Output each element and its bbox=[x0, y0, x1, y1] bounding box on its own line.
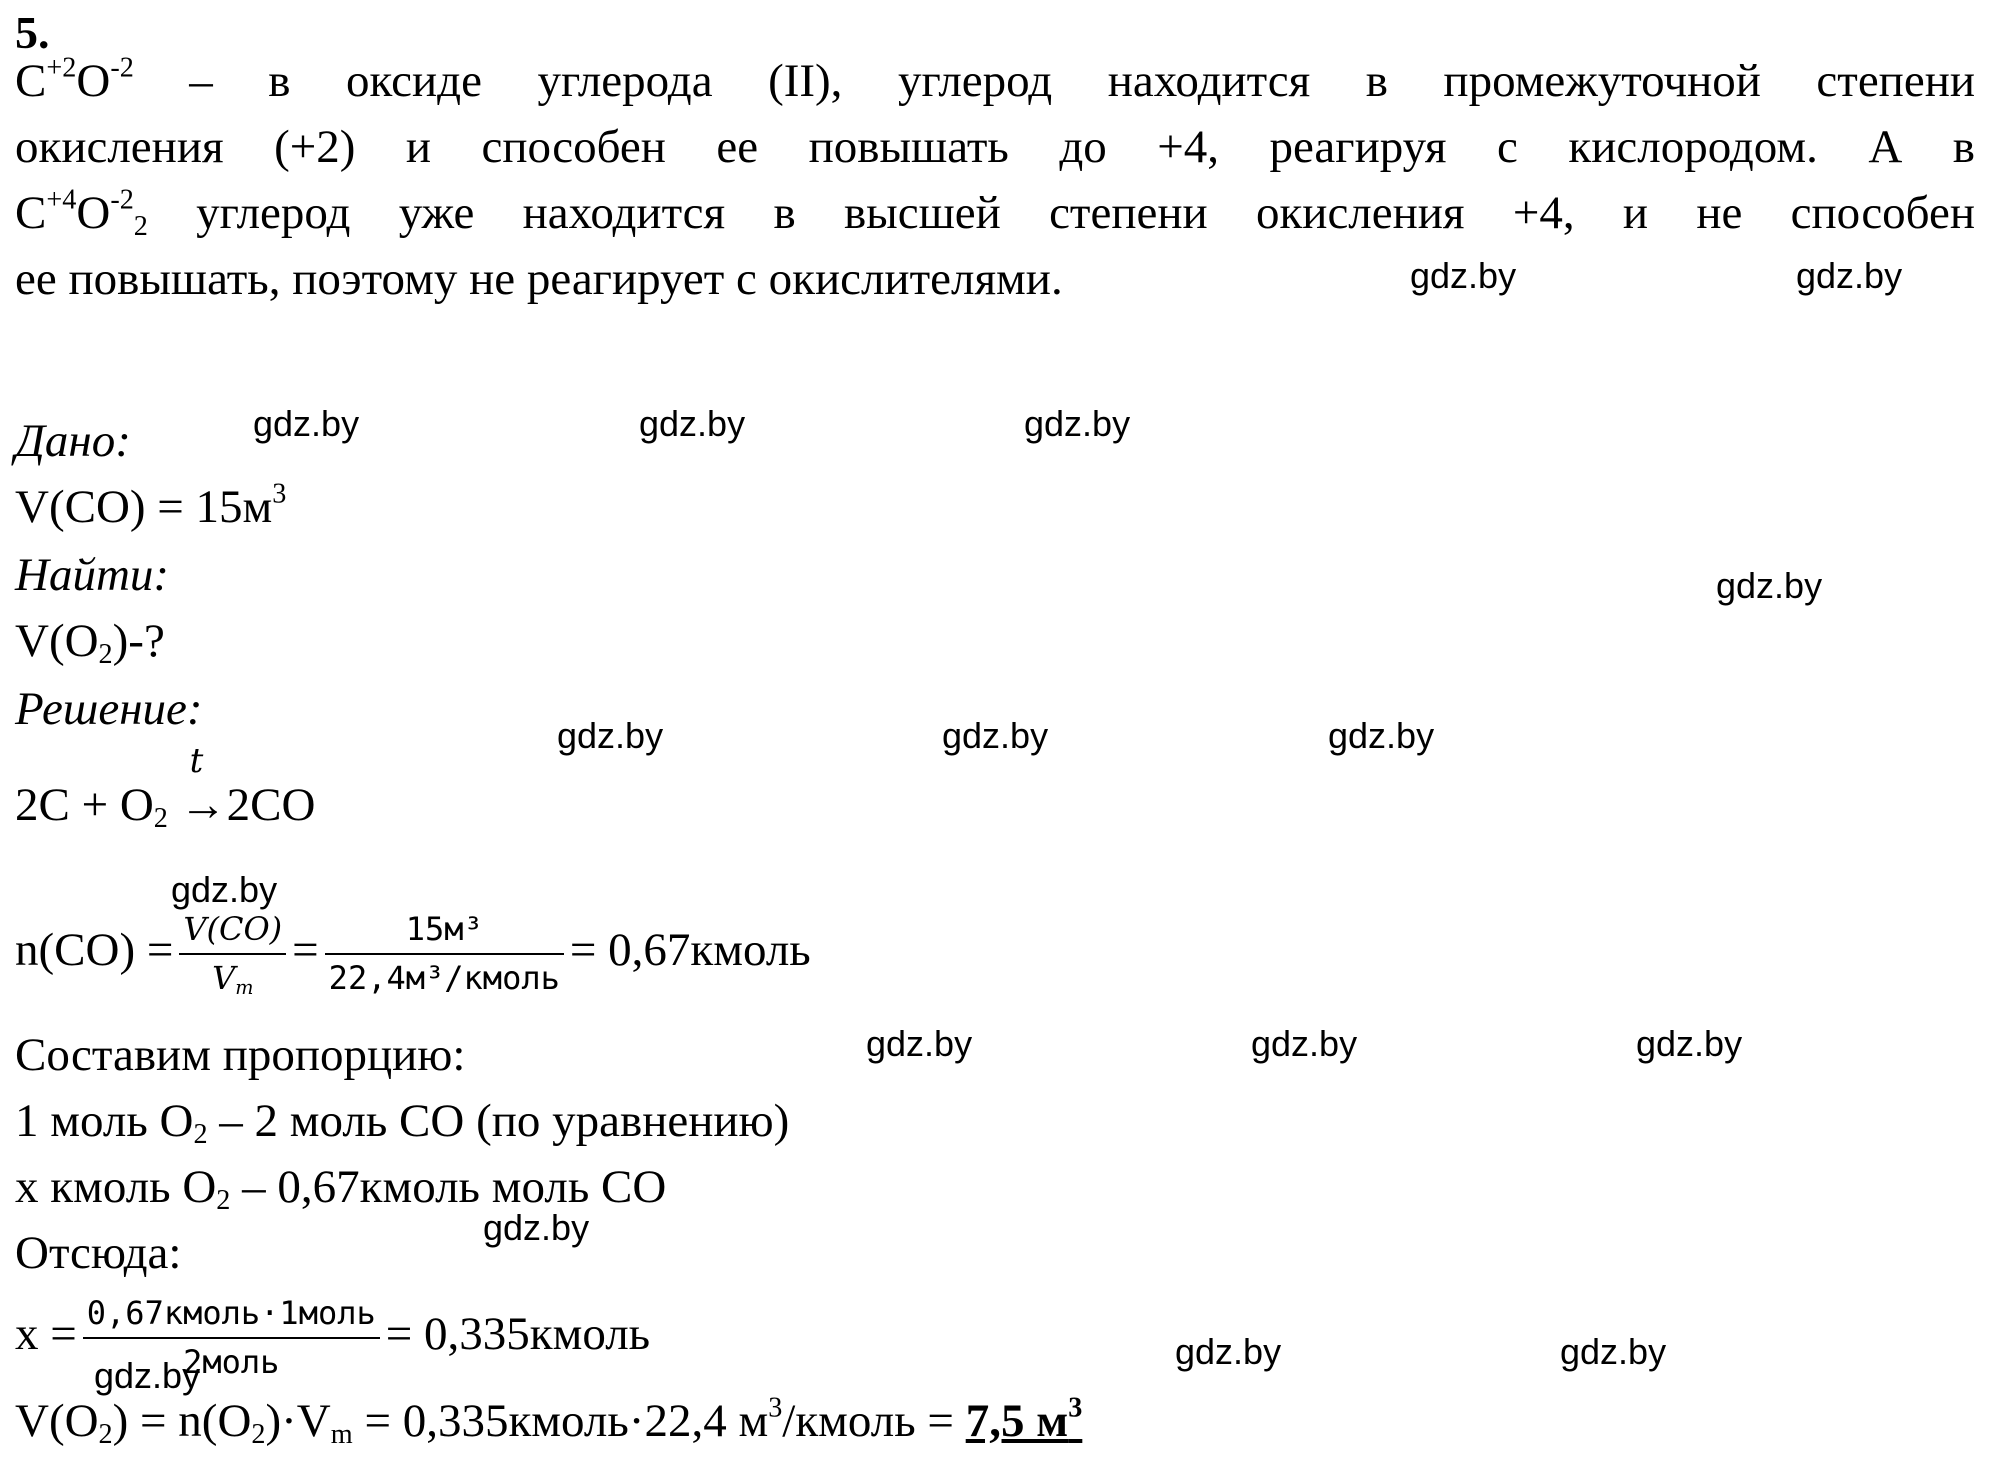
watermark: gdz.by bbox=[1175, 1331, 1282, 1372]
solution-label: Решение: bbox=[15, 683, 203, 735]
paragraph-line-3: $C^{+4}O^{-2}_2$ углерод уже находится в высшей степени окисления +4, и не способен bbox=[15, 184, 1975, 243]
watermark: gdz.by bbox=[171, 869, 278, 910]
find-value: $V(O_2)-$? bbox=[15, 615, 165, 671]
given-value: $V(CO) = 15м^3$ bbox=[15, 478, 287, 533]
given-label: Дано: bbox=[15, 415, 131, 467]
final-answer: 7,5 $м^3$ bbox=[965, 1392, 1083, 1447]
x-calculation: x = $\frac{\text{0,67кмоль·1моль}}{\text{2моль}}$ = 0,335кмоль bbox=[15, 1294, 651, 1382]
watermark: gdz.by bbox=[1796, 255, 1903, 296]
reaction-arrow: t → bbox=[179, 741, 227, 831]
watermark: gdz.by bbox=[1636, 1023, 1743, 1064]
fraction-values: $\frac{\text{15м³}}{\text{22,4м³/кмоль}}$ bbox=[325, 912, 564, 996]
watermark: gdz.by bbox=[1410, 255, 1517, 296]
watermark: gdz.by bbox=[1251, 1023, 1358, 1064]
task-number: 5. bbox=[15, 7, 50, 58]
hence-label: Отсюда: bbox=[15, 1227, 182, 1279]
watermark: gdz.by bbox=[483, 1207, 590, 1248]
reaction-equation: $2C + O_2$ t →2CO bbox=[15, 741, 316, 835]
proportion-line-1: 1 моль $O_2 - 2$ моль CO (по уравнению) bbox=[15, 1095, 790, 1151]
proportion-line-2: x кмоль $O_2$ – 0,67кмоль моль CO bbox=[15, 1161, 667, 1217]
watermark: gdz.by bbox=[557, 715, 664, 756]
fraction-v-over-vm: $\frac{V(CO)}{V_m}$ bbox=[179, 912, 286, 996]
watermark: gdz.by bbox=[1716, 565, 1823, 606]
paragraph-line-1: $C^{+2}O^{-2}$ – в оксиде углерода (II), углерод находится в промежуточной степени bbox=[15, 52, 1975, 107]
watermark: gdz.by bbox=[1560, 1331, 1667, 1372]
watermark: gdz.by bbox=[1328, 715, 1435, 756]
watermark: gdz.by bbox=[639, 403, 746, 444]
watermark: gdz.by bbox=[94, 1355, 201, 1396]
final-calculation: $V(O_2) = n(O_2)\cdot V_m$ = 0,335кмоль·22,4 $м^3$/кмоль = 7,5 $м^3$ bbox=[15, 1392, 1083, 1451]
watermark: gdz.by bbox=[942, 715, 1049, 756]
moles-calculation: n(CO) = $\frac{V(CO)}{V_m}$ = $\frac{\text{15м³}}{\text{22,4м³/кмоль}}$ = 0,67кмоль bbox=[15, 910, 811, 999]
paragraph-line-4: ее повышать, поэтому не реагирует с окислителями. bbox=[15, 253, 1063, 305]
watermark: gdz.by bbox=[1024, 403, 1131, 444]
paragraph-line-2: окисления (+2) и способен ее повышать до +4, реагируя с кислородом. А в bbox=[15, 121, 1975, 173]
watermark: gdz.by bbox=[253, 403, 360, 444]
find-label: Найти: bbox=[15, 549, 170, 601]
proportion-label: Составим пропорцию: bbox=[15, 1029, 466, 1081]
arrow-condition-label: t bbox=[189, 741, 204, 781]
watermark: gdz.by bbox=[866, 1023, 973, 1064]
fraction-x: $\frac{\text{0,67кмоль·1моль}}{\text{2моль}}$ bbox=[83, 1296, 380, 1380]
